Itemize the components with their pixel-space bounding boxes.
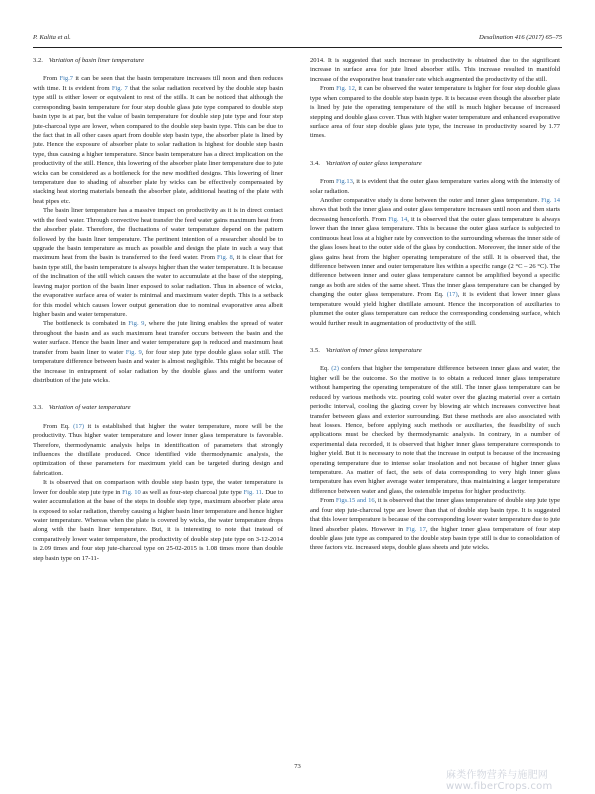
left-column bbox=[33, 56, 283, 563]
paragraph: 2014. It is suggested that such increase in productivity is obtained due to the significant increase in surface area for jute lined absorber stills. This increase resulted in manifold increase of the evaporative heat transfer rate which augmented the productivity of the still. bbox=[310, 57, 560, 83]
figure-link[interactable]: Fig. 8 bbox=[217, 254, 233, 262]
paragraph: From Figs.15 and 16, it is observed that the inner glass temperature of double step jute type and four step jute-charcoal type are lower than that of double step basin type. It is suggested that this lower temperature is because of the corresponding lower water temperature due to jute lined absorber plates. However in Fig. 17, the higher inner glass temperature of four step double glass jute type as compared to the double step basin type still is due to consolidation of three factors viz. increased steps, double glass sheets and jute wicks. bbox=[310, 497, 560, 552]
figure-link[interactable]: Fig. 14 bbox=[388, 215, 408, 223]
figure-link[interactable]: Fig.13 bbox=[335, 178, 353, 186]
header-rule bbox=[33, 47, 562, 48]
figure-link[interactable]: Figs.15 and 16 bbox=[335, 497, 375, 505]
paragraph: Eq. (2) confers that higher the temperature difference between inner glass and water, the higher will be the outcome. So the motive is to obtain a reduced inner glass temperature without hampering the operating temperature of the still. The inner glass temperature can be reduced by various methods viz. pouring cold water over the glazing material over a certain periodic interval, cooling the glazing cover by blowing air which increases convective heat transfer between glass and exterior surrounding. But these methods are also associated with heat losses. Hence, before applying such methods or auxiliaries, the feasibility of such applications must be checked by thermodynamic analysis. In contrary, in a number of experimental data recorded, it is observed that higher inner glass temperature corresponds to higher yield. But it is necessary to note that the increase in output is because of the increasing operating temperature due to intense solar insolation and not because of higher inner glass temperature. As matter of fact, the sets of data corresponding to very high inner glass temperature has even higher average water temperature, thus maintaining a larger temperature difference between water and glass, the ostensible impetus for higher productivity. bbox=[310, 365, 561, 495]
figure-link[interactable]: Fig. 17 bbox=[406, 525, 426, 533]
section-heading-3-5: 3.5. Variation of inner glass temperature bbox=[310, 346, 422, 354]
paragraph: It is observed that on comparison with double step basin type, the water temperature is lower for double step jute type in Fig. 10 as well as four-step charcoal jute type Fig. 11. Due to water accumulation at the base of the steps in double step type, maximum absorber plate area is exposed to solar radiation, thereby causing a higher basin liner temperature and hence higher water temperature. Whereas when the plate is covered by wicks, the water temperature drops along with the basin liner temperature. But, it is interesting to note that instead of comparatively lower water temperature, the productivity of double step jute type on 3-12-2014 is 2.09 times and four step jute-charcoal type on 25-02-2015 is 1.08 times more than double step basin type on 17-11- bbox=[33, 479, 283, 562]
right-column bbox=[310, 56, 560, 553]
section-heading-3-2: 3.2. Variation of basin liner temperature bbox=[33, 57, 144, 64]
equation-link[interactable]: (2) bbox=[331, 365, 339, 373]
running-header bbox=[33, 34, 562, 46]
header-journal: Desalination 416 (2017) 65–75 bbox=[479, 34, 562, 41]
figure-link[interactable]: Fig. 7 bbox=[111, 84, 128, 92]
equation-link[interactable]: (17) bbox=[73, 422, 85, 430]
figure-link[interactable]: Fig. 14 bbox=[541, 197, 560, 205]
section-heading-3-4: 3.4. Variation of outer glass temperature bbox=[310, 159, 422, 167]
figure-link[interactable]: Fig.7 bbox=[59, 75, 74, 83]
paragraph: The bottleneck is combated in Fig. 9, where the jute lining enables the spread of water throughout the basin and as such maximum heat transfer occurs between the basin and the water surface. Hence the basin liner and water temperature gap is reduced and maximum heat transfer from basin liner to water Fig. 9, for four step jute type double glass solar still. The temperature difference between basin and water is almost negligible. This might be because of the increase in entrapment of solar radiation by the double glass and the uniform water distribution of the jute wicks. bbox=[33, 320, 284, 384]
figure-link[interactable]: Fig. 12 bbox=[336, 85, 355, 93]
section-heading-3-3: 3.3. Variation of water temperature bbox=[33, 404, 131, 412]
figure-link[interactable]: Fig. 9 bbox=[128, 320, 145, 328]
figure-link[interactable]: Fig. 9 bbox=[125, 348, 142, 356]
paragraph: From Fig. 12, it can be observed the water temperature is higher for four step double glass type when compared to the double step basin type. It is because even though the absorber plate is lined by jute the operating temperature of the still is much higher because of increased stepping and double glass cover. Thus with higher water temperature and enhanced evaporative surface area of four step double glass jute type, the increase in productivity soared by 1.77 times. bbox=[310, 85, 560, 140]
paragraph: From Fig.13, it is evident that the outer glass temperature varies along with the intensity of solar radiation. bbox=[310, 178, 561, 195]
paragraph: Another comparative study is done between the outer and inner glass temperature. Fig. 14 shows that both the inner glass and outer glass temperature increases until noon and then starts decreasing henceforth. From Fig. 14, it is observed that the outer glass temperature is always lower than the inner glass temperature. This is because the outer glass surface is subjected to continuous heat loss at a higher rate by convection to the surrounding whereas the inner side of the glass loses heat to the outer side of the glass by conduction. Moreover, the inner side of the glass gains heat from the higher operating temperature of the still. It is observed that, the difference between inner and outer temperature lies within a specific range (2 °C – 26 °C). The difference between inner and outer glass temperature cannot be amplified beyond a specific range as both are sides of the same sheet. Thus the inner glass temperature can be changed by changing the outer glass temperature. From Eq. (17), it is evident that lower inner glass temperature would yield higher distillate amount. Hence the incorporation of auxiliaries to plummet the outer glass temperature can reduce the corresponding condensing surface, which would further result in augmentation of productivity of the still. bbox=[310, 197, 561, 327]
figure-link[interactable]: Fig. 11 bbox=[243, 488, 262, 496]
page-number: 73 bbox=[294, 763, 301, 770]
watermark: 麻类作物营养与施肥网 www.fiberCrops.com bbox=[446, 770, 553, 792]
paragraph: From Fig.7 it can be seen that the basin temperature increases till noon and then reduces with time. It is evident from Fig. 7 that the solar radiation received by the double step basin type still is either lower or equivalent to rest of the stills. It can be noticed that although the corresponding basin temperature for four step double glass jute type compared to double step basin type is at par, but the value of basin temperature for double step jute type and four step jute-charcoal type are lower, when compared to the double step basin type. This can be due to the fact that in all other cases apart from double step basin type, the absorber plate is lined by jute. Hence the exposure of absorber plate to solar radiation is highest for double step basin type, thus causing a higher temperature. Since basin temperature has a direct implication on the productivity of the still. Hence, this lowering of the absorber plate liner temperature due to jute wicks can be considered as a bottleneck for the new modified designs. This lowering of liner temperature due to shading of absorber plate by wicks can be effectively compensated by stacking heat storing materials beneath the absorber plate, additional heating of the plate with heat pipes etc. bbox=[33, 75, 283, 205]
paragraph: From Eq. (17) it is established that higher the water temperature, more will be the productivity. Thus higher water temperature and lower inner glass temperature is favorable. Therefore, thermodynamic analysis helps in identification of parameters that strongly influences the distillate produced. Once identified vide thermodynamic analysis, the optimization of these parameters for maximum yield can be targeted during design and fabrication. bbox=[33, 422, 283, 477]
figure-link[interactable]: Fig. 10 bbox=[122, 488, 141, 496]
header-authors: P. Kalita et al. bbox=[33, 34, 71, 41]
equation-link[interactable]: (17) bbox=[446, 291, 458, 299]
paragraph: The basin liner temperature has a massive impact on productivity as it is in direct contact with the feed water. Through convective heat transfer the feed water gains maximum heat from the absorber plate. Therefore, the fluctuations of water temperature depend on the pattern followed by the basin liner temperature. The pertinent intention of a researcher should be to upgrade the basin temperature as much as possible and design the plate in such a way that maximum heat from the basin is transferred to the feed water. From Fig. 8, it is clear that for basin type still, the basin temperature is always higher than the water temperature. It is because of the inclination of the still which causes the water to accumulate at the base of the stepping, leaving major portion of the basin liner exposed to solar radiation. Thus in absence of wicks, the evaporative surface area of water is minimal and maximum water depth. This is a setback for this model which causes lower output generation due to nominal evaporative area albeit higher basin and water temperature. bbox=[33, 207, 283, 318]
